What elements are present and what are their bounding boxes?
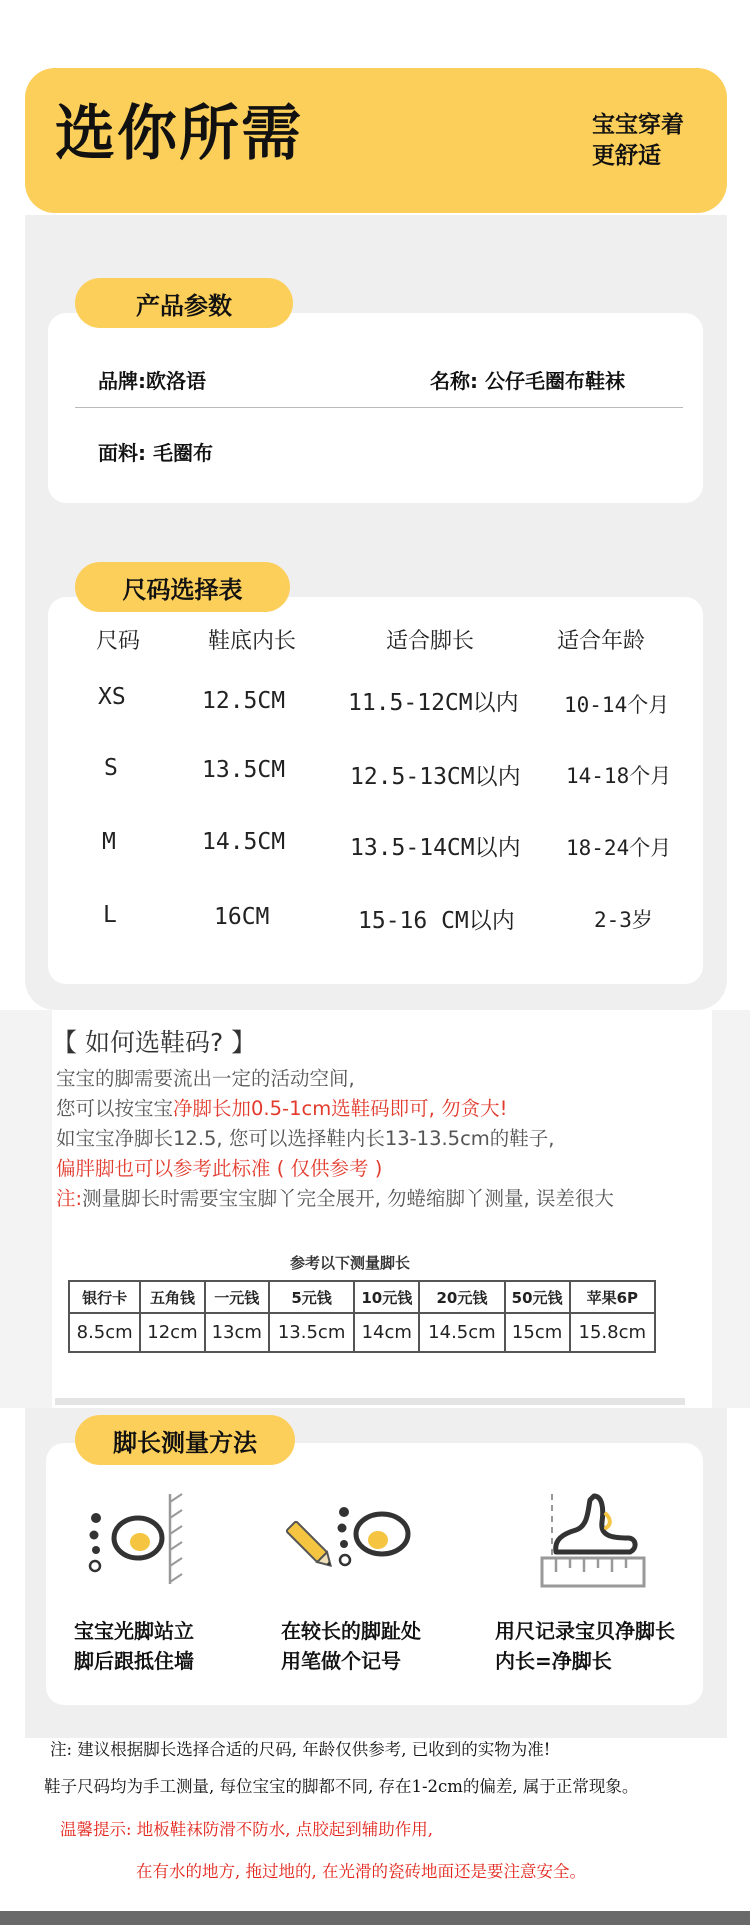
size-xs: XS	[98, 684, 126, 710]
measure-step-2	[281, 1616, 421, 1676]
measure-step-1-line2: 脚后跟抵住墙	[74, 1649, 194, 1673]
size-s-foot: 12.5-13CM以内	[350, 764, 521, 790]
how-to-line3: 如宝宝净脚长12.5, 您可以选择鞋内长13-13.5cm的鞋子,	[56, 1127, 555, 1150]
reference-table	[68, 1280, 656, 1353]
foot-against-wall-icon	[82, 1488, 192, 1588]
size-xs-inner: 12.5CM	[202, 688, 286, 714]
reference-header-row	[69, 1281, 655, 1313]
param-fabric: 面料: 毛圈布	[98, 441, 213, 465]
size-l-foot: 15-16 CM以内	[358, 908, 515, 934]
params-divider	[75, 407, 683, 408]
ref-header-cell: 五角钱	[140, 1281, 204, 1313]
ref-header-cell: 20元钱	[419, 1281, 504, 1313]
reference-value-row	[69, 1313, 655, 1352]
ref-value-cell: 13cm	[205, 1313, 269, 1352]
header-subtitle-line1: 宝宝穿着	[592, 112, 684, 138]
ref-header-cell: 银行卡	[69, 1281, 140, 1313]
measure-step-3	[495, 1616, 675, 1676]
header-subtitle-line2: 更舒适	[592, 143, 661, 169]
size-m: M	[102, 829, 116, 855]
size-s-inner: 13.5CM	[202, 757, 286, 783]
how-to-title: 【 如何选鞋码? 】	[52, 1028, 257, 1057]
measure-step-3-line1: 用尺记录宝贝净脚长	[495, 1619, 675, 1643]
header-subtitle	[592, 110, 712, 172]
size-section-title: 尺码选择表	[75, 562, 290, 612]
ref-table-title: 参考以下测量脚长	[290, 1254, 411, 1272]
note-line-1: 注: 建议根据脚长选择合适的尺码, 年龄仅供参考, 已收到的实物为准!	[50, 1740, 551, 1759]
size-l-inner: 16CM	[214, 904, 270, 930]
how-to-note-label: 注:	[56, 1187, 83, 1210]
measure-step-3-line2: 内长=净脚长	[495, 1649, 612, 1673]
param-brand: 品牌:欧洛语	[98, 369, 206, 393]
how-to-line4: 偏胖脚也可以参考此标准 ( 仅供参考 )	[56, 1157, 383, 1180]
ref-value-cell: 13.5cm	[269, 1313, 354, 1352]
size-m-age: 18-24个月	[566, 836, 672, 860]
ref-value-cell: 15.8cm	[570, 1313, 655, 1352]
size-s: S	[104, 755, 118, 781]
size-m-inner: 14.5CM	[202, 829, 286, 855]
params-section-title: 产品参数	[75, 278, 293, 328]
size-header-foot: 适合脚长	[386, 629, 475, 654]
ref-value-cell: 12cm	[140, 1313, 204, 1352]
ref-value-cell: 14.5cm	[419, 1313, 504, 1352]
section-divider-bar	[55, 1398, 685, 1405]
how-to-line5	[56, 1184, 614, 1214]
page-title: 选你所需	[55, 99, 303, 169]
size-header-inner: 鞋底内长	[208, 629, 297, 654]
ref-header-cell: 苹果6P	[570, 1281, 655, 1313]
param-name: 名称: 公仔毛圈布鞋袜	[430, 369, 625, 393]
how-to-line1: 宝宝的脚需要流出一定的活动空间,	[56, 1067, 355, 1090]
ref-header-cell: 5元钱	[269, 1281, 354, 1313]
size-xs-age: 10-14个月	[564, 693, 670, 717]
ref-header-cell: 50元钱	[505, 1281, 570, 1313]
size-m-foot: 13.5-14CM以内	[350, 835, 521, 861]
measure-step-1-line1: 宝宝光脚站立	[74, 1619, 194, 1643]
size-l: L	[103, 902, 117, 928]
ref-value-cell: 8.5cm	[69, 1313, 140, 1352]
ref-value-cell: 15cm	[505, 1313, 570, 1352]
how-to-line2-plain: 您可以按宝宝	[56, 1097, 174, 1120]
ref-value-cell: 14cm	[354, 1313, 419, 1352]
measure-step-2-line1: 在较长的脚趾处	[281, 1619, 421, 1643]
measure-step-1	[74, 1616, 194, 1676]
size-s-age: 14-18个月	[566, 764, 672, 788]
measure-section-title: 脚长测量方法	[75, 1415, 295, 1465]
params-card	[48, 313, 703, 503]
ref-header-cell: 一元钱	[205, 1281, 269, 1313]
how-to-line2	[56, 1094, 507, 1124]
measure-step-2-line2: 用笔做个记号	[281, 1649, 401, 1673]
size-header-age: 适合年龄	[557, 629, 646, 654]
side-strip-left	[0, 1010, 52, 1408]
how-to-note-text: 测量脚长时需要宝宝脚丫完全展开, 勿蜷缩脚丫测量, 误差很大	[82, 1187, 614, 1210]
note-line-2: 鞋子尺码均为手工测量, 每位宝宝的脚都不同, 存在1-2cm的偏差, 属于正常现象。	[44, 1777, 639, 1796]
pencil-mark-icon	[278, 1488, 418, 1588]
size-header-size: 尺码	[96, 629, 141, 654]
how-to-line2-highlight: 净脚长加0.5-1cm选鞋码即可, 勿贪大!	[173, 1097, 508, 1120]
warm-tip-line-1: 温馨提示: 地板鞋袜防滑不防水, 点胶起到辅助作用,	[60, 1820, 434, 1839]
size-xs-foot: 11.5-12CM以内	[348, 690, 519, 716]
side-strip-right	[712, 1010, 750, 1408]
ruler-foot-icon	[532, 1488, 652, 1598]
warm-tip-line-2: 在有水的地方, 拖过地的, 在光滑的瓷砖地面还是要注意安全。	[136, 1862, 586, 1881]
size-l-age: 2-3岁	[594, 908, 653, 932]
ref-header-cell: 10元钱	[354, 1281, 419, 1313]
bottom-bar	[0, 1911, 750, 1925]
